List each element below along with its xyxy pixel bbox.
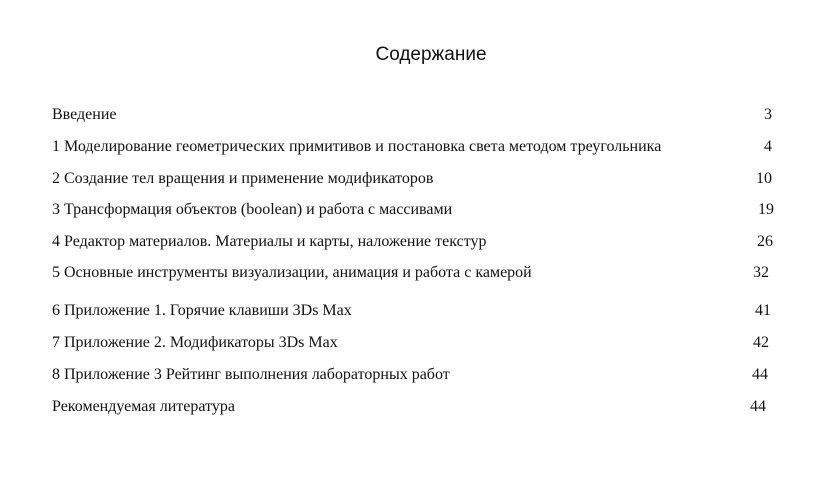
toc-entry-page-number: 41 [755, 302, 771, 319]
page-title: Содержание [375, 44, 487, 65]
toc-entry-label: 5 Основные инструменты визуализации, анимация и работа с камерой [52, 264, 532, 281]
toc-entry-label: 1 Моделирование геометрических примитивов и постановка света методом треугольника [52, 138, 662, 155]
toc-entry-chapter-3 [52, 199, 774, 221]
toc-entry-appendix-1 [52, 300, 771, 322]
toc-entry-page-number: 19 [758, 201, 774, 218]
toc-entry-chapter-5 [52, 262, 769, 284]
toc-entry-page-number: 32 [753, 264, 769, 281]
toc-entry-page-number: 44 [752, 366, 768, 383]
toc-entry-page-number: 4 [764, 138, 772, 155]
toc-entry-page-number: 44 [750, 398, 766, 415]
toc-entry-chapter-1 [52, 136, 772, 158]
toc-entry-label: Введение [52, 106, 117, 123]
toc-entry-label: 4 Редактор материалов. Материалы и карты, наложение текстур [52, 233, 487, 250]
toc-entry-label: 8 Приложение 3 Рейтинг выполнения лабораторных работ [52, 366, 450, 383]
toc-entry-label: 3 Трансформация объектов (boolean) и работа с массивами [52, 201, 453, 218]
toc-entry-page-number: 26 [757, 233, 773, 250]
toc-entry-page-number: 42 [753, 334, 769, 351]
toc-entry-label: Рекомендуемая литература [52, 398, 235, 415]
toc-entry-bibliography [52, 396, 766, 418]
toc-entry-label: 6 Приложение 1. Горячие клавиши 3Ds Max [52, 302, 352, 319]
toc-entry-page-number: 10 [756, 170, 772, 187]
toc-entry-appendix-2 [52, 332, 769, 354]
toc-entry-chapter-2 [52, 168, 772, 190]
toc-entry-label: 7 Приложение 2. Модификаторы 3Ds Max [52, 334, 338, 351]
toc-entry-label: 2 Создание тел вращения и применение модификаторов [52, 170, 434, 187]
toc-entry-introduction [52, 104, 772, 126]
toc-entry-chapter-4 [52, 231, 773, 253]
toc-entry-page-number: 3 [764, 106, 772, 123]
toc-entry-appendix-3 [52, 364, 768, 386]
